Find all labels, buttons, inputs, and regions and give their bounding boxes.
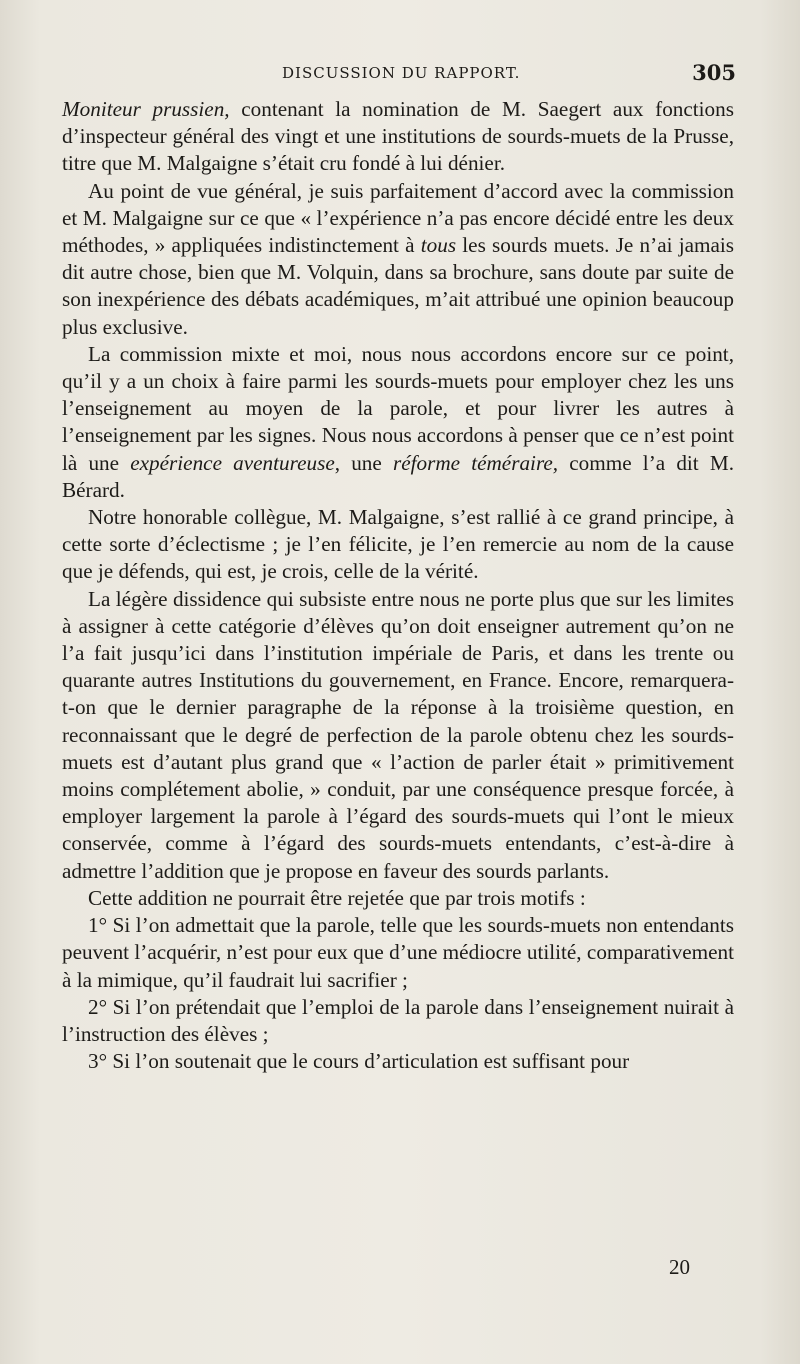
text-run: comme l’a dit M. Bérard.	[62, 450, 735, 502]
text-run: 3° Si l’on soutenait que le cours d’articulation est suffisant pour	[88, 1049, 630, 1074]
paragraph	[62, 504, 734, 586]
text-run: 2° Si l’on prétendait que l’emploi de la parole dans l’enseignement nuirait à l’instruction des élèves ;	[62, 994, 734, 1046]
text-run: 1° Si l’on admettait que la parole, telle que les sourds-muets non entendants peuvent l’acquérir, n’est pour eux que d’une médiocre utilité, comparativement à la mimique, qu’il faudrait lui sacrifier ;	[62, 913, 734, 992]
page-header	[60, 62, 736, 86]
text-run: Notre honorable collègue, M. Malgaigne, s’est rallié à ce grand principe, à cette sorte d’éclectisme ; je l’en félicite, je l’en remercie au nom de la cause que je défends, qui est, je crois, celle de la vérité.	[62, 505, 734, 584]
paragraph	[62, 994, 734, 1048]
body-text	[62, 96, 734, 1075]
italic-text: tous	[420, 233, 457, 258]
italic-text: réforme téméraire,	[392, 450, 559, 475]
paragraph	[62, 885, 734, 912]
italic-text: Moniteur prussien,	[62, 97, 230, 121]
italic-text: expérience aventureuse	[130, 450, 335, 475]
paragraph	[62, 178, 734, 341]
running-title: DISCUSSION DU RAPPORT.	[282, 64, 521, 82]
page-number: 305	[692, 60, 736, 85]
text-run: contenant la nomination de M. Saegert aux fonctions d’inspecteur général des vingt et une institutions de sourds-muets de la Prusse, titre que M. Malgaigne s’était cru fondé à lui dénier.	[62, 97, 734, 176]
paragraph	[62, 341, 734, 504]
text-run: Au point de vue général, je suis parfaitement d’accord avec la commission et M. Malgaigne sur ce que « l’expérience n’a pas encore décidé entre les deux méthodes, » appliquées indistinctement à	[62, 178, 734, 258]
text-run: les sourds muets. Je n’ai jamais dit autre chose, bien que M. Volquin, dans sa brochure, sans doute par suite de son inexpérience des débats académiques, m’ait attribué une opinion beaucoup plus exclusive.	[62, 233, 734, 339]
paragraph	[62, 96, 734, 178]
paragraph	[62, 912, 734, 994]
text-run: Cette addition ne pourrait être rejetée que par trois motifs :	[88, 885, 586, 910]
text-run: , une	[334, 450, 393, 475]
text-run: La légère dissidence qui subsiste entre nous ne porte plus que sur les limites à assigner à cette catégorie d’élèves qu’on doit enseigner autrement qu’on ne l’a fait jusqu’ici dans l’institution impériale de Paris, et dans les trente ou quarante autres Institutions du gouvernement, en France. Encore, remarquera-t-on que le dernier paragraphe de la réponse à la troisième question, en reconnaissant que le degré de perfection de la parole obtenu chez les sourds-muets est d’autant plus grand que « l’action de parler était » primitivement moins complétement abolie, » conduit, par une conséquence presque forcée, à employer largement la parole à l’égard des sourds-muets qui l’ont le mieux conservée, comme à l’égard des sourds-muets entendants, c’est-à-dire à admettre l’addition que je propose en faveur des sourds parlants.	[62, 586, 734, 883]
text-run: La commission mixte et moi, nous nous accordons encore sur ce point, qu’il y a un choix à faire parmi les sourds-muets pour employer chez les uns l’enseignement au moyen de la parole, et pour livrer les autres à l’enseignement par les signes. Nous nous accordons à penser que ce n’est point là une	[62, 341, 734, 475]
paragraph	[62, 1048, 734, 1075]
paragraph	[62, 586, 734, 885]
signature-mark: 20	[669, 1255, 690, 1279]
